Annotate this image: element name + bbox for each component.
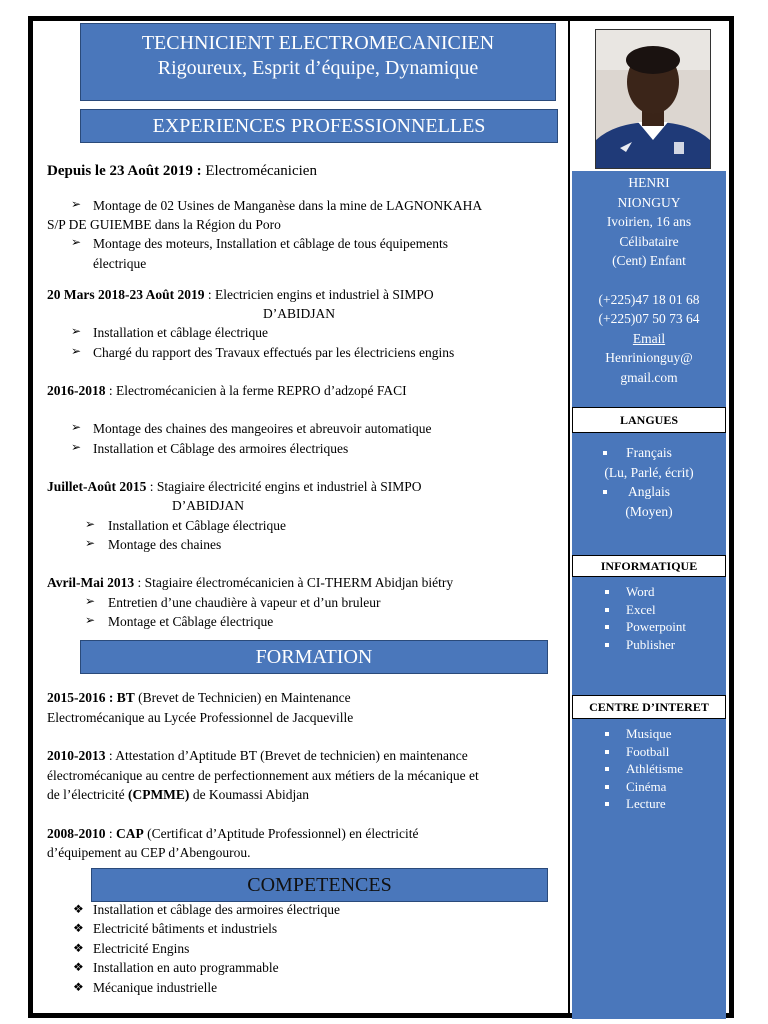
informatique-item (572, 601, 726, 619)
interet-item (572, 795, 726, 813)
informatique-item (572, 583, 726, 601)
langues-heading: LANGUES (572, 407, 726, 433)
diamond-bullet-icon: ❖ (73, 902, 84, 916)
spacer (572, 271, 726, 290)
sidebar-divider (568, 21, 570, 1013)
exp-1-bullet-1: Montage de 02 Usines de Manganèse dans la mine de LAGNONKAHA (93, 198, 483, 213)
langue-item-1 (572, 443, 726, 463)
competences-heading-text: COMPETENCES (247, 874, 392, 896)
exp-5-role: : Stagiaire électromécanicien à CI-THERM Abidjan biétry (134, 575, 454, 590)
phone-2: (+225)07 50 73 64 (598, 311, 700, 326)
exp-3-date: 2016-2018 (47, 383, 106, 398)
formation-3-desc: (Certificat d’Aptitude Professionnel) en électricité (143, 826, 419, 841)
exp-4-role-cont: D’ABIDJAN (172, 498, 244, 513)
sidebar (571, 21, 729, 1013)
diamond-bullet-icon: ❖ (73, 921, 84, 935)
square-bullet-icon (605, 643, 609, 647)
informatique-item (572, 618, 726, 636)
formation-3-sep: : (105, 826, 117, 841)
arrow-bullet-icon: ➢ (85, 517, 96, 531)
exp-5-date: Avril-Mai 2013 (47, 575, 135, 590)
langue-item-1-detail: (Lu, Parlé, écrit) (604, 464, 694, 480)
square-bullet-icon (605, 590, 609, 594)
informatique-excel: Excel (626, 601, 656, 617)
exp-1-bullet-1b: S/P DE GUIEMBE dans la Région du Poro (47, 217, 281, 232)
experiences-heading (80, 109, 558, 143)
exp-1-header (47, 162, 317, 182)
square-bullet-icon (605, 785, 609, 789)
arrow-bullet-icon: ➢ (71, 235, 82, 249)
informatique-list (572, 583, 726, 653)
exp-1-date: Depuis le 23 Août 2019 : (47, 163, 202, 179)
interet-item (572, 760, 726, 778)
competence-item-1: Installation et câblage des armoires électrique (93, 902, 341, 917)
formation-2-line-2: électromécanique au centre de perfectionnement aux métiers de la mécanique et (47, 768, 479, 783)
formation-1-date: 2015-2016 : BT (47, 690, 135, 705)
formation-heading (80, 640, 548, 674)
formation-2-date: 2010-2013 (47, 748, 106, 763)
square-bullet-icon (605, 625, 609, 629)
informatique-word: Word (626, 584, 655, 599)
formation-2-l3b: (CPMME) (127, 787, 190, 802)
diamond-bullet-icon: ❖ (73, 980, 84, 994)
exp-4-bullet-1: Installation et Câblage électrique (108, 518, 287, 533)
exp-2-role: : Electricien engins et industriel à SIMPO (204, 287, 434, 302)
langues-block (572, 433, 726, 563)
square-bullet-icon (605, 750, 609, 754)
formation-3-line-1 (47, 824, 419, 844)
informatique-item (572, 636, 726, 654)
profile-photo (595, 29, 711, 169)
formation-3-line-2: d’équipement au CEP d’Abengourou. (47, 845, 251, 860)
exp-2-bullet-1: Installation et câblage électrique (93, 325, 269, 340)
formation-2-line-3 (47, 785, 309, 805)
exp-4-bullet-2: Montage des chaines (108, 537, 222, 552)
competence-item-4: Installation en auto programmable (93, 960, 279, 975)
exp-2-bullet-2: Chargé du rapport des Travaux effectués par les électriciens engins (93, 345, 455, 360)
main-column (33, 21, 568, 1013)
profile-line-1: HENRI (628, 175, 670, 190)
formation-2-line-1 (47, 746, 468, 766)
interet-athletisme: Athlétisme (626, 761, 684, 776)
arrow-bullet-icon: ➢ (85, 594, 96, 608)
formation-1-desc: (Brevet de Technicien) en Maintenance (134, 690, 351, 705)
interet-lecture: Lecture (626, 796, 666, 811)
profile-line-3: Ivoirien, 16 ans (606, 214, 692, 229)
interet-cinema: Cinéma (626, 778, 667, 794)
exp-3-bullet-2: Installation et Câblage des armoires électriques (93, 441, 349, 456)
interet-football: Football (626, 743, 670, 759)
exp-5-bullet-1: Entretien d’une chaudière à vapeur et d’un bruleur (108, 595, 381, 610)
interets-list (572, 725, 726, 813)
email-label: Email (632, 330, 666, 346)
formation-2-l3a: de l’électricité (47, 787, 128, 802)
square-bullet-icon (605, 732, 609, 736)
interets-block (572, 719, 726, 1019)
exp-2-header (47, 285, 434, 305)
formation-2-l3c: de Koumassi Abidjan (189, 787, 310, 802)
profile-block (572, 171, 726, 407)
formation-3-cap: CAP (116, 826, 144, 841)
arrow-bullet-icon: ➢ (71, 440, 82, 454)
formation-1-line-1 (47, 688, 351, 708)
arrow-bullet-icon: ➢ (71, 197, 82, 211)
formation-3-date: 2008-2010 (47, 826, 106, 841)
phone-1: (+225)47 18 01 68 (598, 291, 700, 307)
diamond-bullet-icon: ❖ (73, 960, 84, 974)
exp-5-header (47, 573, 453, 593)
interet-item (572, 725, 726, 743)
cv-title: TECHNICIENT ELECTROMECANICIEN (141, 32, 495, 54)
langue-francais: Français (626, 445, 672, 460)
cv-page (28, 16, 734, 1018)
exp-5-bullet-2: Montage et Câblage électrique (108, 614, 274, 629)
competence-item-3: Electricité Engins (93, 941, 190, 956)
informatique-powerpoint: Powerpoint (626, 619, 686, 634)
arrow-bullet-icon: ➢ (71, 324, 82, 338)
exp-4-role: : Stagiaire électricité engins et industriel à SIMPO (146, 479, 422, 494)
informatique-heading: INFORMATIQUE (572, 555, 726, 577)
square-bullet-icon (605, 802, 609, 806)
person-photo-icon (596, 30, 710, 168)
exp-2-date: 20 Mars 2018-23 Août 2019 (47, 287, 205, 302)
langue-item-2 (572, 482, 726, 502)
informatique-publisher: Publisher (626, 636, 676, 652)
profile-line-5: (Cent) Enfant (612, 253, 686, 268)
exp-1-bullet-2b: électrique (93, 256, 147, 271)
header-banner (80, 23, 556, 101)
arrow-bullet-icon: ➢ (85, 536, 96, 550)
exp-3-bullet-1: Montage des chaines des mangeoires et abreuvoir automatique (93, 421, 432, 436)
diamond-bullet-icon: ❖ (73, 941, 84, 955)
interet-item (572, 778, 726, 796)
exp-3-header (47, 381, 407, 401)
langue-item-2-detail: (Moyen) (625, 503, 673, 519)
exp-3-role: : Electromécanicien à la ferme REPRO d’adzopé FACI (105, 383, 407, 398)
exp-1-bullet-2: Montage des moteurs, Installation et câblage de tous équipements (93, 236, 449, 251)
experiences-heading-text: EXPERIENCES PROFESSIONNELLES (152, 115, 486, 137)
square-bullet-icon (605, 608, 609, 612)
arrow-bullet-icon: ➢ (85, 613, 96, 627)
competence-item-5: Mécanique industrielle (93, 980, 218, 995)
square-bullet-icon (605, 767, 609, 771)
informatique-block (572, 577, 726, 697)
interet-musique: Musique (626, 726, 672, 741)
arrow-bullet-icon: ➢ (71, 420, 82, 434)
profile-line-2: NIONGUY (617, 194, 681, 210)
exp-4-header (47, 477, 422, 497)
formation-2-desc: : Attestation d’Aptitude BT (Brevet de technicien) en maintenance (105, 748, 468, 763)
arrow-bullet-icon: ➢ (71, 344, 82, 358)
square-bullet-icon (603, 451, 607, 455)
profile-line-4: Célibataire (619, 233, 679, 249)
formation-1-line-2: Electromécanique au Lycée Professionnel de Jacqueville (47, 710, 354, 725)
interets-heading: CENTRE D’INTERET (572, 695, 726, 719)
exp-4-date: Juillet-Août 2015 (47, 479, 147, 494)
langue-anglais: Anglais (628, 484, 670, 499)
exp-1-role: Electromécanicien (201, 163, 317, 179)
email-line-1: Henrinionguy@ (605, 350, 693, 365)
formation-heading-text: FORMATION (255, 646, 373, 668)
competences-heading (91, 868, 548, 902)
competence-item-2: Electricité bâtiments et industriels (93, 921, 278, 936)
exp-2-role-cont: D’ABIDJAN (263, 306, 335, 321)
interet-item (572, 743, 726, 761)
cv-subtitle: Rigoureux, Esprit d’équipe, Dynamique (157, 57, 479, 79)
square-bullet-icon (603, 490, 607, 494)
email-line-2: gmail.com (620, 369, 678, 385)
